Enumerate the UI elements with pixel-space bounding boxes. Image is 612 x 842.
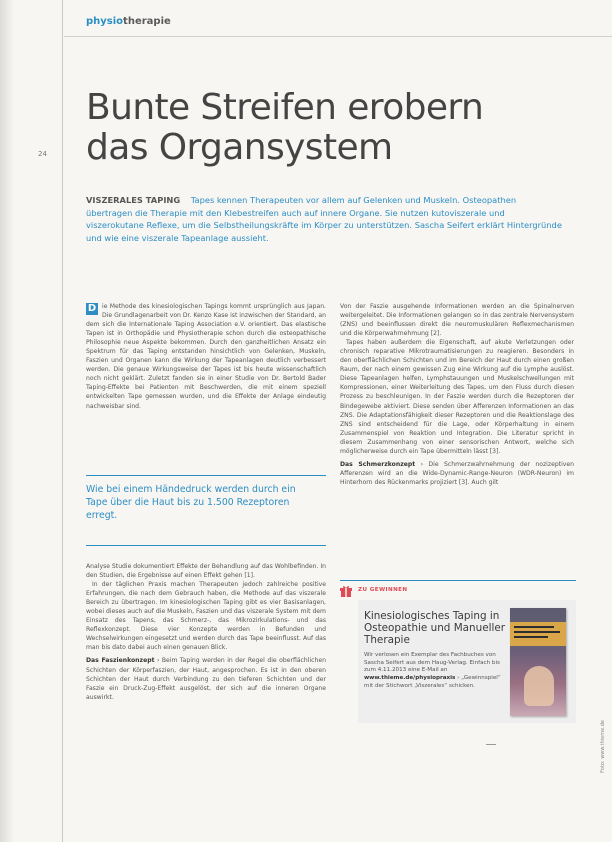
page-number: 24 [38,150,47,158]
book-cover-photo [524,666,554,706]
photo-credit: Foto: www.thieme.de [600,720,606,773]
body-paragraph: Tapes haben außerdem die Eigenschaft, auf akute Verletzungen oder chronisch reparative Mikrotraumatisierungen zu reagieren. Besonders in den oberflächlichen Schichten und im Bereich der Haut durch einen großen Raum, der nach einem gewissen Zug eine Wirkung auf die Lymphe auslöst. Diese Tapeanlagen helfen, Lymphstauungen und Muskelschwellungen mit Kompressionen, einer Weiterleitung des Tapes, um den Fluss durch diesen Prozess zu beschleunigen. In der Faszie werden durch die Rezeptoren der Bindegewebe aktiviert. Diese senden über Afferenzen Informationen an das ZNS. Die Adaptationsfähigkeit dieser Rezeptoren und die Reaktionslage des ZNS sind entscheidend für die Lage, oder Körperhaltung in einem Zusammenspiel von Reaktion und Integration. Die Literatur spricht in diesem Zusammenhang von einer sensorischen Antwort, welche sich möglicherweise durch ein Tape übermitteln lässt [3]. [340,339,574,455]
book-cover-title-line [514,631,560,633]
section-label-part1: physio [86,16,124,27]
lead-text: Tapes kennen Therapeuten vor allem auf Gelenken und Muskeln. Osteopathen übertragen die Therapie mit den Klebestreifen auch auf innere Organe. Sie nutzen kutoviszerale und viszerokutane Reflexe, um die Selbstheilungskräfte im Körper zu unterstützen. Sascha Seifert erklärt Hintergründe und wie eine viszerale Tapeanlage aussieht. [86,195,562,243]
inline-heading: Das Schmerzkonzept [340,460,416,468]
giveaway-text-part: Wir verlosen ein Exemplar des Fachbuches von Sascha Seifert aus dem Haug-Verlag. Einfach bis zum [364,652,500,674]
giveaway-rule [340,580,576,581]
section-label [86,16,171,27]
book-cover-title-line [514,626,554,628]
giveaway-text-part: 4.11.2013 eine E-Mail an [377,667,448,674]
column-1-top [86,302,326,411]
body-paragraph: Von der Faszie ausgehende Informationen werden an die Spinalnerven weitergeleitet. Die Informationen gelangen so in das zentrale Nervensystem (ZNS) und beeinflussen direkt die neuromuskulären Reflexmechanismen und die Körperwahrnehmung [2]. [340,303,574,338]
pullquote-rule-bottom [86,545,326,546]
giveaway-box [340,580,576,723]
giveaway-text [364,652,506,691]
giveaway-link[interactable]: www.thieme.de/physiopraxis [364,675,456,682]
pullquote: Wie bei einem Händedruck werden durch ein Tape über die Haut bis zu 1.500 Rezeptoren erregt. [86,484,296,521]
article-lead [86,194,564,244]
body-text: › Die Schmerzwahrnehmung der nozizeptiven Afferenzen wird an die Wide-Dynamic-Range-Neuron (WDR-Neuron) im Hinterhorn des Rückenmarks projiziert [3]. Auch gilt [340,460,574,486]
page-edge-shadow [0,0,14,842]
book-title: Kinesiologisches Taping in Osteopathie und Manueller Therapie [364,610,506,646]
title-line-1: Bunte Streifen erobern [86,87,484,128]
intro-text: ie Methode des kinesiologischen Tapings kommt ursprünglich aus Japan. Die Grundlagenarbeit von Dr. Kenzo Kase ist inzwischen der Standard, an dem sich die Internationale Taping Association e.V. orientiert. Das elastische Tapen ist in Orthopädie und Physiotherapie schon durch die osteopathische Philosophie neue Aspekte bekommen. Durch den ganzheitlichen Ansatz ein Spektrum für das Taping entstanden hinsichtlich von Gelenken, Muskeln, Faszien und Organen kann die Wirkung der Tapeanlagen deutlich verbessert werden. Die genaue Wirkungsweise der Tapes ist bis heute wissenschaftlich noch nicht geklärt. Zuletzt fanden sie in einer Studie von Dr. Bertold Bader Taping-Effekte bei Patienten mit Beschwerden, die mit einem speziell entwickelten Tape gemessen wurden, und die Effekte der Anlage eindeutig nachweisbar sind. [86,303,326,410]
header-rule [64,36,612,37]
pullquote-rule-top [86,475,326,476]
schmerzkonzept-paragraph [340,460,574,487]
book-cover-image [510,608,566,716]
book-cover-title-line [514,636,548,638]
giveaway-panel [358,600,576,723]
inline-heading: Das Faszienkonzept [86,657,155,665]
body-paragraph: In der täglichen Praxis machen Therapeuten jedoch zahlreiche positive Erfahrungen, die nach dem Gebrauch haben, die Methode auf das viszerale Bereich zu übertragen. Im kinesiologischen Taping gibt es vier Basisanlagen, wobei dieses auch auf die Muskeln, Faszien und das viszerale System mit dem Einsatz des Tapens, das Schmerz-, das Mikrozirkulations- und das Reflexkonzept. Diese vier Konzepte werden in Befunden und Wechselwirkungen eingesetzt und werden durch das Tape beeinflusst. Auf das man bis dato dabei auch einen genauen Blick. [86,581,326,652]
lead-kicker: VISZERALES TAPING [86,195,181,205]
giveaway-text-part: › „Gewinnspiel“ mit der Stichwort „Viszerales“ schicken. [364,675,501,689]
footer-mark [486,744,496,745]
drop-cap: D [87,303,97,314]
margin-rule [62,0,63,842]
faszienkonzept-paragraph [86,656,326,701]
column-2 [340,302,574,487]
giveaway-tag: ZU GEWINNEN [358,587,408,593]
gift-icon [340,585,352,597]
column-1-bottom [86,562,326,702]
section-label-part2: therapie [123,16,171,27]
article-title [86,88,556,168]
title-line-2: das Organsystem [86,127,393,168]
body-paragraph: Analyse Studie dokumentiert Effekte der Behandlung auf das Wohlbefinden. In den Studien, die Ergebnisse auf einen Effekt gehen [1]. [86,563,326,580]
body-text: › Beim Taping werden in der Regel die oberflächlichen Schichten der Körperfaszien, der Haut, angesprochen. Es ist in den oberen Schichten der Haut durch Verbindung zu den tieferen Schichten und der Faszie ein Druck-Zug-Effekt ausgelöst, der sich auf die inneren Organe auswirkt. [86,657,326,701]
intro-paragraph [86,302,326,411]
